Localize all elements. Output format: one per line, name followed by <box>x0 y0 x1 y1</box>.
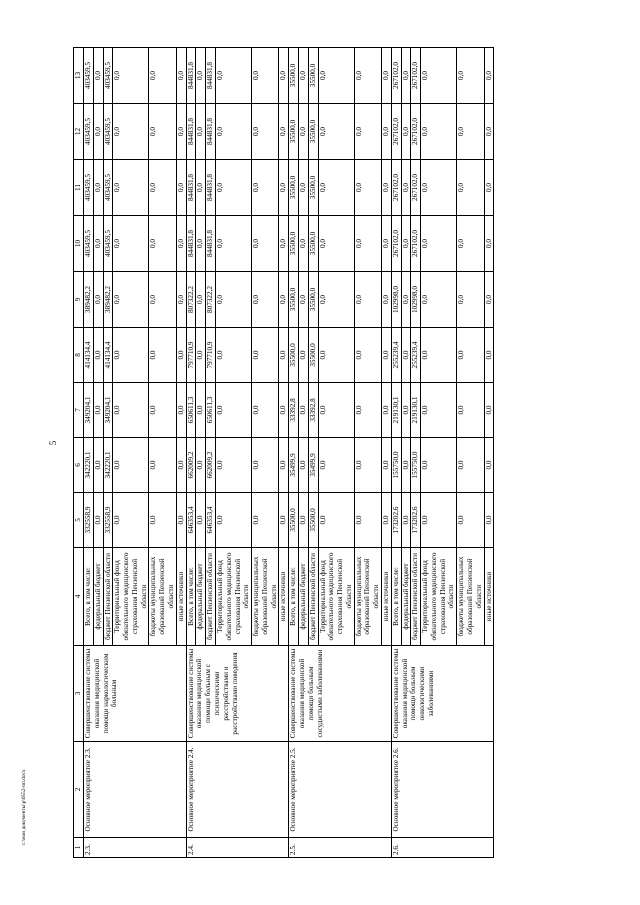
amount-cell: 844831,8 <box>186 160 196 216</box>
amount-cell: 0,0 <box>354 104 381 160</box>
amount-cell: 35500,0 <box>289 328 299 383</box>
amount-cell: 0,0 <box>484 438 494 493</box>
amount-cell: 267102,0 <box>411 216 421 272</box>
amount-cell: 0,0 <box>457 438 484 493</box>
amount-cell: 662009,2 <box>206 438 216 493</box>
funding-source: бюджет Пензенской области <box>103 548 113 646</box>
amount-cell: 0,0 <box>457 383 484 438</box>
amount-cell: 0,0 <box>382 383 392 438</box>
amount-cell: 0,0 <box>421 104 457 160</box>
amount-cell: 0,0 <box>484 493 494 548</box>
amount-cell: 0,0 <box>215 272 251 328</box>
amount-cell: 0,0 <box>215 104 251 160</box>
amount-cell: 403459,5 <box>103 216 113 272</box>
amount-cell: 0,0 <box>354 438 381 493</box>
amount-cell: 0,0 <box>382 104 392 160</box>
amount-cell: 0,0 <box>484 216 494 272</box>
amount-cell: 403459,5 <box>103 48 113 104</box>
amount-cell: 0,0 <box>215 216 251 272</box>
column-number-row <box>74 48 84 858</box>
amount-cell: 662009,2 <box>186 438 196 493</box>
funding-source: Всего, в том числе: <box>391 548 401 646</box>
amount-cell: 0,0 <box>457 493 484 548</box>
amount-cell: 0,0 <box>484 104 494 160</box>
funding-source: Всего, в том числе: <box>186 548 196 646</box>
funding-source: бюджет Пензенской области <box>206 548 216 646</box>
funding-source: Территориальный фонд обязательного медицинского страхования Пензенской области <box>318 548 354 646</box>
amount-cell: 0,0 <box>421 383 457 438</box>
amount-cell: 349204,1 <box>103 383 113 438</box>
column-number-header: 13 <box>74 48 84 104</box>
funding-source: иные источники <box>484 548 494 646</box>
activity-code: 2.5. <box>289 838 392 858</box>
amount-cell: 0,0 <box>298 216 308 272</box>
amount-cell: 0,0 <box>401 328 411 383</box>
amount-cell: 0,0 <box>457 216 484 272</box>
amount-cell: 0,0 <box>382 272 392 328</box>
amount-cell: 155750,0 <box>391 438 401 493</box>
amount-cell: 797710,9 <box>186 328 196 383</box>
amount-cell: 0,0 <box>196 383 206 438</box>
table-body <box>84 48 494 858</box>
column-number-header: 7 <box>74 383 84 438</box>
amount-cell: 0,0 <box>113 383 149 438</box>
funding-table-rotated <box>73 48 562 858</box>
amount-cell: 807322,2 <box>206 272 216 328</box>
column-number-header: 3 <box>74 646 84 742</box>
footer-file-path: c:\мои документы\p\0552-пп.docx <box>21 769 27 845</box>
amount-cell: 0,0 <box>298 328 308 383</box>
column-number-header: 1 <box>74 838 84 858</box>
amount-cell: 0,0 <box>484 272 494 328</box>
amount-cell: 0,0 <box>298 160 308 216</box>
amount-cell: 0,0 <box>401 493 411 548</box>
funding-source: Всего, в том числе: <box>84 548 94 646</box>
amount-cell: 0,0 <box>421 216 457 272</box>
amount-cell: 0,0 <box>149 160 176 216</box>
amount-cell: 0,0 <box>149 272 176 328</box>
amount-cell: 35500,0 <box>289 216 299 272</box>
amount-cell: 155750,0 <box>411 438 421 493</box>
amount-cell: 0,0 <box>176 328 186 383</box>
amount-cell: 0,0 <box>457 104 484 160</box>
amount-cell: 0,0 <box>318 493 354 548</box>
amount-cell: 0,0 <box>176 104 186 160</box>
amount-cell: 0,0 <box>196 48 206 104</box>
amount-cell: 0,0 <box>421 48 457 104</box>
column-number-header: 6 <box>74 438 84 493</box>
amount-cell: 0,0 <box>113 104 149 160</box>
amount-cell: 797710,9 <box>206 328 216 383</box>
amount-cell: 807322,2 <box>186 272 196 328</box>
amount-cell: 0,0 <box>93 104 103 160</box>
amount-cell: 219130,1 <box>391 383 401 438</box>
activity-description: Совершенствование системы оказания медицинской помощи наркологическим больным <box>84 646 187 742</box>
amount-cell: 414134,4 <box>103 328 113 383</box>
amount-cell: 35500,0 <box>289 48 299 104</box>
amount-cell: 0,0 <box>176 216 186 272</box>
amount-cell: 0,0 <box>401 160 411 216</box>
amount-cell: 0,0 <box>401 438 411 493</box>
activity-title: Основное мероприятие 2.5. <box>289 742 392 838</box>
amount-cell: 342220,1 <box>103 438 113 493</box>
amount-cell: 0,0 <box>252 104 279 160</box>
amount-cell: 0,0 <box>279 493 289 548</box>
amount-cell: 0,0 <box>354 383 381 438</box>
amount-cell: 0,0 <box>113 272 149 328</box>
amount-cell: 0,0 <box>401 272 411 328</box>
amount-cell: 0,0 <box>196 160 206 216</box>
activity-title: Основное мероприятие 2.4. <box>186 742 289 838</box>
amount-cell: 0,0 <box>196 328 206 383</box>
amount-cell: 0,0 <box>382 493 392 548</box>
amount-cell: 0,0 <box>279 104 289 160</box>
amount-cell: 0,0 <box>298 383 308 438</box>
amount-cell: 35500,0 <box>308 104 318 160</box>
amount-cell: 0,0 <box>215 438 251 493</box>
amount-cell: 173202,6 <box>411 493 421 548</box>
amount-cell: 0,0 <box>215 493 251 548</box>
amount-cell: 0,0 <box>484 383 494 438</box>
amount-cell: 0,0 <box>484 328 494 383</box>
amount-cell: 35500,0 <box>308 328 318 383</box>
amount-cell: 0,0 <box>401 48 411 104</box>
amount-cell: 0,0 <box>252 48 279 104</box>
amount-cell: 0,0 <box>484 160 494 216</box>
amount-cell: 403459,5 <box>84 104 94 160</box>
table-row <box>391 48 401 858</box>
funding-source: иные источники <box>382 548 392 646</box>
amount-cell: 650611,3 <box>186 383 196 438</box>
amount-cell: 0,0 <box>318 48 354 104</box>
activity-code: 2.6. <box>391 838 494 858</box>
amount-cell: 0,0 <box>318 160 354 216</box>
amount-cell: 0,0 <box>318 438 354 493</box>
amount-cell: 0,0 <box>93 48 103 104</box>
amount-cell: 0,0 <box>113 216 149 272</box>
amount-cell: 267102,0 <box>391 48 401 104</box>
amount-cell: 0,0 <box>401 104 411 160</box>
amount-cell: 844831,8 <box>206 160 216 216</box>
amount-cell: 0,0 <box>252 438 279 493</box>
amount-cell: 0,0 <box>457 160 484 216</box>
amount-cell: 267102,0 <box>391 104 401 160</box>
amount-cell: 403459,5 <box>103 104 113 160</box>
amount-cell: 342220,1 <box>84 438 94 493</box>
table-row <box>289 48 299 858</box>
amount-cell: 35499,9 <box>289 438 299 493</box>
amount-cell: 0,0 <box>252 383 279 438</box>
amount-cell: 0,0 <box>215 383 251 438</box>
amount-cell: 0,0 <box>113 438 149 493</box>
amount-cell: 0,0 <box>176 272 186 328</box>
column-number-header: 9 <box>74 272 84 328</box>
amount-cell: 267102,0 <box>411 160 421 216</box>
amount-cell: 650611,3 <box>206 383 216 438</box>
amount-cell: 35500,0 <box>289 272 299 328</box>
amount-cell: 0,0 <box>196 104 206 160</box>
funding-table <box>73 47 494 858</box>
amount-cell: 0,0 <box>279 328 289 383</box>
amount-cell: 844831,8 <box>186 104 196 160</box>
amount-cell: 255239,4 <box>391 328 401 383</box>
amount-cell: 35500,0 <box>308 160 318 216</box>
page-number: 5 <box>48 440 58 446</box>
amount-cell: 0,0 <box>354 493 381 548</box>
amount-cell: 0,0 <box>318 104 354 160</box>
amount-cell: 0,0 <box>354 48 381 104</box>
amount-cell: 0,0 <box>421 328 457 383</box>
activity-code: 2.3. <box>84 838 187 858</box>
amount-cell: 0,0 <box>149 493 176 548</box>
amount-cell: 0,0 <box>215 160 251 216</box>
funding-source: бюджет Пензенской области <box>308 548 318 646</box>
amount-cell: 403459,5 <box>103 160 113 216</box>
amount-cell: 0,0 <box>354 328 381 383</box>
amount-cell: 844831,8 <box>206 48 216 104</box>
amount-cell: 844831,8 <box>206 104 216 160</box>
amount-cell: 0,0 <box>421 493 457 548</box>
amount-cell: 0,0 <box>318 383 354 438</box>
amount-cell: 0,0 <box>113 328 149 383</box>
amount-cell: 0,0 <box>196 493 206 548</box>
amount-cell: 0,0 <box>196 438 206 493</box>
amount-cell: 0,0 <box>176 48 186 104</box>
amount-cell: 0,0 <box>382 48 392 104</box>
funding-source: бюджеты муниципальных образований Пензенской области <box>354 548 381 646</box>
amount-cell: 0,0 <box>279 48 289 104</box>
amount-cell: 646353,4 <box>186 493 196 548</box>
amount-cell: 0,0 <box>149 48 176 104</box>
amount-cell: 35500,0 <box>289 160 299 216</box>
amount-cell: 0,0 <box>298 48 308 104</box>
amount-cell: 0,0 <box>354 272 381 328</box>
amount-cell: 0,0 <box>354 216 381 272</box>
amount-cell: 0,0 <box>457 328 484 383</box>
amount-cell: 173202,6 <box>391 493 401 548</box>
amount-cell: 0,0 <box>318 216 354 272</box>
amount-cell: 349204,1 <box>84 383 94 438</box>
amount-cell: 0,0 <box>382 438 392 493</box>
amount-cell: 0,0 <box>176 383 186 438</box>
column-number-header: 2 <box>74 742 84 838</box>
funding-source: бюджеты муниципальных образований Пензенской области <box>457 548 484 646</box>
amount-cell: 0,0 <box>354 160 381 216</box>
amount-cell: 0,0 <box>176 438 186 493</box>
funding-source: бюджет Пензенской области <box>411 548 421 646</box>
amount-cell: 332558,9 <box>84 493 94 548</box>
amount-cell: 0,0 <box>318 328 354 383</box>
amount-cell: 0,0 <box>176 493 186 548</box>
amount-cell: 0,0 <box>279 438 289 493</box>
activity-description: Совершенствование системы оказания медицинской помощи больным с психическими расстройствами и расстройствами поведения <box>186 646 289 742</box>
amount-cell: 389482,2 <box>103 272 113 328</box>
amount-cell: 0,0 <box>298 493 308 548</box>
activity-code: 2.4. <box>186 838 289 858</box>
amount-cell: 0,0 <box>113 48 149 104</box>
amount-cell: 0,0 <box>252 328 279 383</box>
funding-source: Территориальный фонд обязательного медицинского страхования Пензенской области <box>113 548 149 646</box>
amount-cell: 0,0 <box>252 216 279 272</box>
amount-cell: 0,0 <box>93 216 103 272</box>
amount-cell: 0,0 <box>93 493 103 548</box>
amount-cell: 844831,8 <box>206 216 216 272</box>
amount-cell: 0,0 <box>215 48 251 104</box>
funding-source: бюджеты муниципальных образований Пензенской области <box>149 548 176 646</box>
amount-cell: 0,0 <box>279 272 289 328</box>
amount-cell: 0,0 <box>279 160 289 216</box>
amount-cell: 0,0 <box>149 383 176 438</box>
amount-cell: 219130,1 <box>411 383 421 438</box>
amount-cell: 0,0 <box>279 383 289 438</box>
column-number-header: 10 <box>74 216 84 272</box>
funding-source: Всего, в том числе: <box>289 548 299 646</box>
amount-cell: 267102,0 <box>411 48 421 104</box>
amount-cell: 0,0 <box>252 160 279 216</box>
funding-source: федеральный бюджет <box>93 548 103 646</box>
amount-cell: 332558,9 <box>103 493 113 548</box>
amount-cell: 35500,0 <box>289 493 299 548</box>
amount-cell: 0,0 <box>93 160 103 216</box>
amount-cell: 267102,0 <box>391 216 401 272</box>
amount-cell: 0,0 <box>93 272 103 328</box>
amount-cell: 0,0 <box>196 272 206 328</box>
amount-cell: 844831,8 <box>186 48 196 104</box>
amount-cell: 0,0 <box>113 160 149 216</box>
amount-cell: 0,0 <box>401 216 411 272</box>
activity-description: Совершенствование системы оказания медицинской помощи больным онкологическими заболеваниями <box>391 646 494 742</box>
amount-cell: 35500,0 <box>289 104 299 160</box>
column-number-header: 12 <box>74 104 84 160</box>
amount-cell: 35500,0 <box>308 48 318 104</box>
amount-cell: 0,0 <box>457 48 484 104</box>
amount-cell: 403459,5 <box>84 160 94 216</box>
table-row <box>84 48 94 858</box>
amount-cell: 0,0 <box>176 160 186 216</box>
activity-title: Основное мероприятие 2.6. <box>391 742 494 838</box>
amount-cell: 0,0 <box>93 383 103 438</box>
amount-cell: 33392,8 <box>289 383 299 438</box>
amount-cell: 35500,0 <box>308 493 318 548</box>
amount-cell: 35500,0 <box>308 216 318 272</box>
amount-cell: 0,0 <box>252 493 279 548</box>
amount-cell: 0,0 <box>149 216 176 272</box>
amount-cell: 0,0 <box>457 272 484 328</box>
amount-cell: 0,0 <box>484 48 494 104</box>
amount-cell: 0,0 <box>93 328 103 383</box>
column-number-header: 4 <box>74 548 84 646</box>
amount-cell: 33392,8 <box>308 383 318 438</box>
amount-cell: 0,0 <box>298 272 308 328</box>
funding-source: федеральный бюджет <box>298 548 308 646</box>
amount-cell: 102998,0 <box>391 272 401 328</box>
funding-source: иные источники <box>176 548 186 646</box>
amount-cell: 403459,5 <box>84 216 94 272</box>
amount-cell: 0,0 <box>298 438 308 493</box>
amount-cell: 0,0 <box>421 438 457 493</box>
amount-cell: 0,0 <box>401 383 411 438</box>
amount-cell: 0,0 <box>149 328 176 383</box>
amount-cell: 35500,0 <box>308 272 318 328</box>
amount-cell: 255239,4 <box>411 328 421 383</box>
amount-cell: 414134,4 <box>84 328 94 383</box>
amount-cell: 0,0 <box>113 493 149 548</box>
amount-cell: 0,0 <box>252 272 279 328</box>
amount-cell: 389482,2 <box>84 272 94 328</box>
amount-cell: 0,0 <box>149 438 176 493</box>
funding-source: Территориальный фонд обязательного медицинского страхования Пензенской области <box>421 548 457 646</box>
table-row <box>186 48 196 858</box>
funding-source: иные источники <box>279 548 289 646</box>
amount-cell: 35499,9 <box>308 438 318 493</box>
amount-cell: 0,0 <box>421 160 457 216</box>
amount-cell: 0,0 <box>382 160 392 216</box>
column-number-header: 5 <box>74 493 84 548</box>
amount-cell: 102998,0 <box>411 272 421 328</box>
funding-source: Территориальный фонд обязательного медицинского страхования Пензенской области <box>215 548 251 646</box>
amount-cell: 0,0 <box>382 328 392 383</box>
funding-source: федеральный бюджет <box>401 548 411 646</box>
amount-cell: 0,0 <box>298 104 308 160</box>
activity-description: Совершенствование системы оказания медицинской помощи больным сосудистыми заболеваниями <box>289 646 392 742</box>
amount-cell: 0,0 <box>318 272 354 328</box>
column-number-header: 11 <box>74 160 84 216</box>
column-number-header: 8 <box>74 328 84 383</box>
amount-cell: 0,0 <box>149 104 176 160</box>
amount-cell: 267102,0 <box>411 104 421 160</box>
amount-cell: 844831,8 <box>186 216 196 272</box>
amount-cell: 0,0 <box>215 328 251 383</box>
amount-cell: 267102,0 <box>391 160 401 216</box>
funding-source: федеральный бюджет <box>196 548 206 646</box>
funding-source: бюджеты муниципальных образований Пензенской области <box>252 548 279 646</box>
amount-cell: 0,0 <box>421 272 457 328</box>
amount-cell: 0,0 <box>196 216 206 272</box>
amount-cell: 403459,5 <box>84 48 94 104</box>
amount-cell: 646353,4 <box>206 493 216 548</box>
amount-cell: 0,0 <box>93 438 103 493</box>
amount-cell: 0,0 <box>279 216 289 272</box>
activity-title: Основное мероприятие 2.3. <box>84 742 187 838</box>
amount-cell: 0,0 <box>382 216 392 272</box>
